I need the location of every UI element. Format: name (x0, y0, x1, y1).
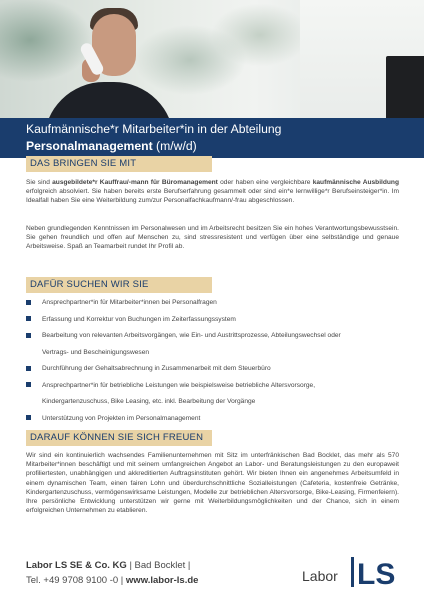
hero-photo (0, 0, 424, 118)
list-item-continuation: Kindergartenzuschuss, Bike Leasing, etc. inkl. Bearbeitung der Vorgänge (42, 398, 256, 405)
list-item (26, 414, 406, 423)
section-heading-benefits: DARAUF KÖNNEN SIE SICH FREUEN (26, 430, 212, 446)
section-heading-tasks: DAFÜR SUCHEN WIR SIE (26, 277, 212, 293)
logo-mark-letters: LS (357, 558, 396, 587)
text-run: erfolgreich absolviert. Sie haben bereits erste Berufserfahrung gesammelt oder sind ein*e lernwillige*r Berufseinsteiger*in. Im Idealfall haben Sie eine Weiterbildung zum/zur Personalfachkaufmann/-frau abgeschlossen. (26, 188, 399, 205)
bullet-square-icon (26, 300, 31, 305)
list-item (26, 364, 406, 373)
bullet-square-icon (26, 415, 31, 420)
contact-line (26, 573, 198, 588)
company-contact (26, 558, 198, 588)
company-line (26, 558, 198, 573)
list-item-text: Erfassung und Korrektur von Buchungen im Zeiterfassungssystem (42, 315, 236, 323)
hero-monitor (386, 56, 424, 118)
bullet-square-icon (26, 366, 31, 371)
list-item (26, 381, 406, 407)
bullet-square-icon (26, 382, 31, 387)
text-run: oder haben eine vergleichbare (217, 179, 313, 186)
requirements-paragraph-1 (26, 178, 399, 206)
job-title-department: Personalmanagement (26, 139, 153, 153)
list-item (26, 331, 406, 357)
company-website-link[interactable]: www.labor-ls.de (125, 575, 199, 586)
list-item (26, 315, 406, 324)
list-item-continuation: Vertrags- und Bescheinigungswesen (42, 348, 150, 356)
bullet-square-icon (26, 316, 31, 321)
text-run: Sie sind (26, 179, 53, 186)
job-title-line1: Kaufmännische*r Mitarbeiter*in in der Abteilung (26, 122, 282, 136)
job-title-gender: (m/w/d) (152, 139, 197, 153)
list-item-text: Unterstützung von Projekten im Personalmanagement (42, 414, 201, 422)
section-heading-requirements: DAS BRINGEN SIE MIT (26, 156, 212, 172)
text-run-bold: ausgebildete*r Kauffrau/-mann für Büromanagement (52, 179, 218, 186)
list-item-text: Ansprechpartner*in für betriebliche Leistungen wie beispielsweise betriebliche Altersvorsorge, (42, 381, 316, 389)
benefits-paragraph: Wir sind ein kontinuierlich wachsendes Familienunternehmen mit Sitz im unterfränkischen Bad Bocklet, das mehr als 570 Mitarbeiter*innen beschäftigt und mit seinem umfangreichen Angebot an Labor- und Beratungsleistungen zu den europaweit profiliertesten, unabhängigen und akkreditierten Auftragsinstituten gehört. Wir bieten Ihnen ein angenehmes Arbeitsumfeld in einem dynamischen Team, einen fairen Lohn und überdurchschnittliche Sozialleistungen (Cafeteria, kostenfreie Getränke, Kindergartenzuschuss, vermögenswirksame Leistungen, Modelle zur betrieblichen Altersvorsorge, Bike-Leasing, Firmenfeiern). Ihre persönliche Entwicklung unterstützen wir gerne mit Weiterbildungsmöglichkeiten und der Chance, sich in einem erfolgreichen Unternehmen zu etablieren. (26, 452, 399, 515)
bullet-square-icon (26, 333, 31, 338)
company-location: | Bad Bocklet | (126, 560, 191, 571)
list-item-text: Durchführung der Gehaltsabrechnung in Zusammenarbeit mit dem Steuerbüro (42, 365, 271, 372)
list-item (26, 298, 406, 307)
job-title-line2 (26, 139, 197, 153)
company-phone: Tel. +49 9708 9100 -0 | (26, 575, 126, 586)
text-run-bold: kaufmännische Ausbildung (312, 179, 399, 186)
ls-logo-icon (351, 557, 399, 587)
list-item-text: Bearbeitung von relevanten Arbeitsvorgängen, wie Ein- und Austrittsprozesse, Abteilungswechsel oder (42, 332, 341, 339)
list-item-text: Ansprechpartner*in für Mitarbeiter*innen bei Personalfragen (42, 299, 217, 306)
logo-wordmark: Labor (302, 568, 338, 584)
tasks-list (26, 298, 406, 430)
requirements-paragraph-2: Neben grundlegenden Kenntnissen im Personalwesen und im Arbeitsrecht besitzen Sie ein hohes Verantwortungsbewusstsein. Sie gehen freundlich und offen auf Menschen zu, sind stressresistent und verfügen über eine selbständige und genaue Arbeitsweise. Spaß an Teamarbeit rundet Ihr Profil ab. (26, 225, 399, 251)
company-name: Labor LS SE & Co. KG (26, 560, 127, 571)
job-title-band (0, 118, 424, 158)
